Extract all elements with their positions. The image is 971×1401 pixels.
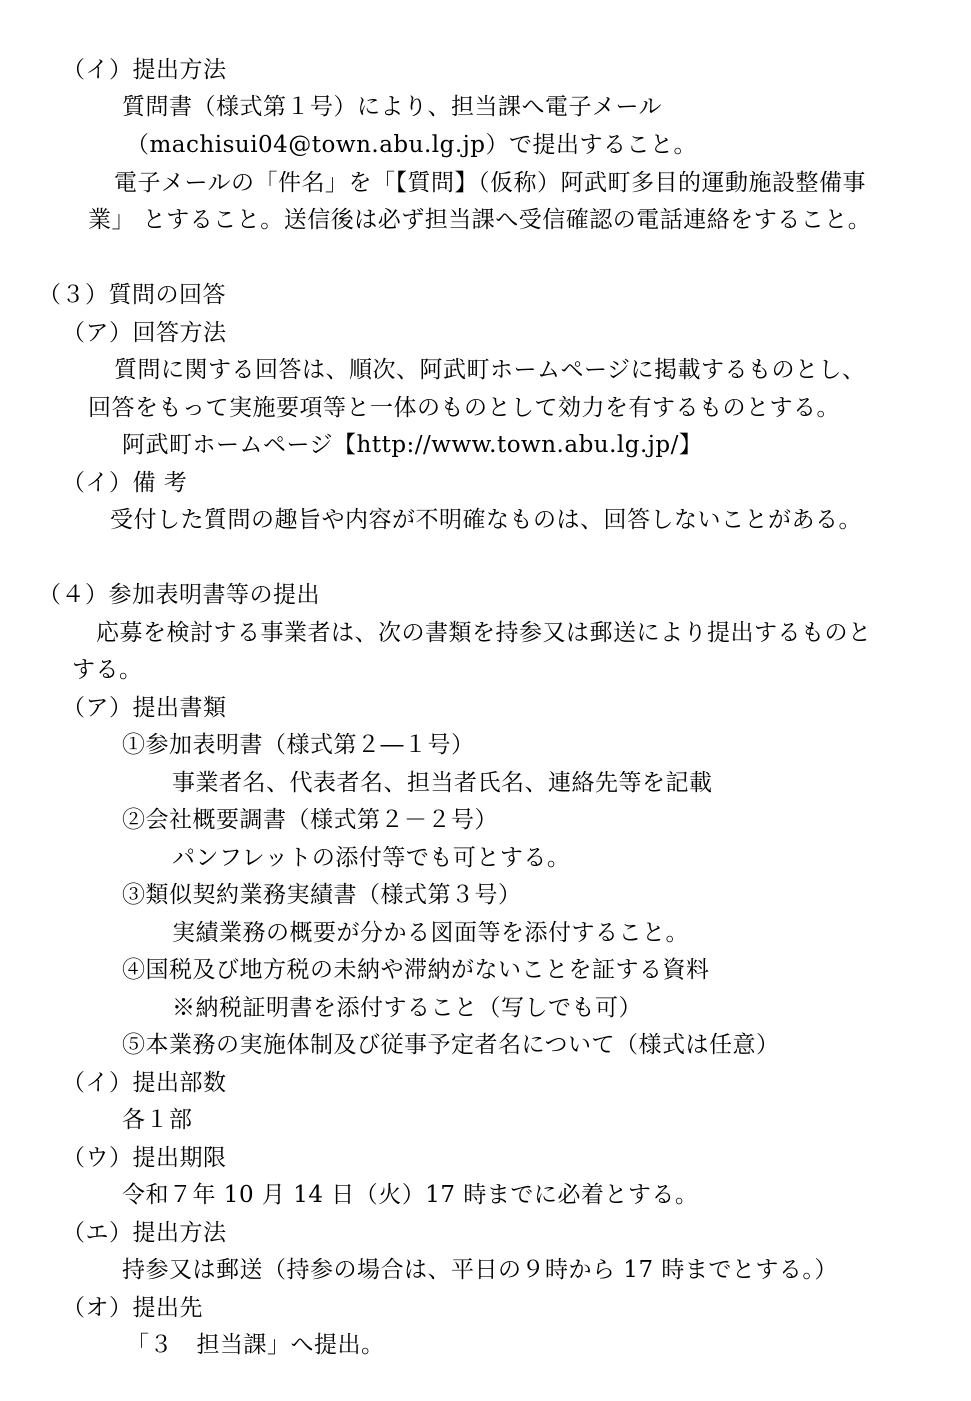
- paragraph-line: 各１部: [122, 1107, 193, 1133]
- subheading-destination: （オ）提出先: [62, 1295, 203, 1321]
- paragraph-line: 「３ 担当課」へ提出。: [126, 1332, 385, 1358]
- subheading-deadline: （ウ）提出期限: [62, 1145, 227, 1171]
- list-item-note: 事業者名、代表者名、担当者氏名、連絡先等を記載: [172, 770, 713, 796]
- subheading-submission-method: （イ）提出方法: [62, 57, 227, 83]
- subheading-answer-method: （ア）回答方法: [62, 320, 227, 346]
- paragraph-line: 質問に関する回答は、順次、阿武町ホームページに掲載するものとし、: [114, 357, 866, 383]
- paragraph-line: 業」 とすること。送信後は必ず担当課へ受信確認の電話連絡をすること。: [88, 207, 872, 233]
- list-item-note: 実績業務の概要が分かる図面等を添付すること。: [172, 920, 689, 946]
- paragraph-line: 応募を検討する事業者は、次の書類を持参又は郵送により提出するものと: [96, 620, 872, 646]
- list-item: ⑤本業務の実施体制及び従事予定者名について（様式は任意）: [122, 1032, 780, 1058]
- paragraph-line: 回答をもって実施要項等と一体のものとして効力を有するものとする。: [88, 395, 840, 421]
- deadline-line: 令和７年 10 月 14 日（火）17 時までに必着とする。: [122, 1182, 699, 1208]
- subheading-copies: （イ）提出部数: [62, 1070, 227, 1096]
- paragraph-line: 電子メールの「件名」を「【質問】（仮称）阿武町多目的運動施設整備事: [114, 170, 867, 196]
- paragraph-line: する。: [72, 657, 143, 683]
- paragraph-line: 持参又は郵送（持参の場合は、平日の９時から 17 時までとする。）: [122, 1257, 838, 1283]
- list-item: ④国税及び地方税の未納や滞納がないことを証する資料: [122, 957, 710, 983]
- subheading-remarks: （イ）備 考: [62, 470, 188, 496]
- paragraph-line: 受付した質問の趣旨や内容が不明確なものは、回答しないことがある。: [110, 507, 862, 533]
- list-item: ③類似契約業務実績書（様式第３号）: [122, 882, 522, 908]
- subheading-documents: （ア）提出書類: [62, 695, 227, 721]
- section-heading-3: （３）質問の回答: [38, 282, 226, 308]
- list-item-note: ※納税証明書を添付すること（写しでも可）: [172, 995, 642, 1021]
- list-item-note: パンフレットの添付等でも可とする。: [172, 845, 571, 871]
- email-address-line: （machisui04@town.abu.lg.jp）で提出すること。: [126, 132, 698, 158]
- homepage-url-line: 阿武町ホームページ【http://www.town.abu.lg.jp/】: [122, 432, 703, 458]
- section-heading-4: （４）参加表明書等の提出: [38, 582, 320, 608]
- list-item: ①参加表明書（様式第２―１号）: [122, 732, 475, 758]
- list-item: ②会社概要調書（様式第２－２号）: [122, 807, 498, 833]
- paragraph-line: 質問書（様式第１号）により、担当課へ電子メール: [122, 94, 663, 120]
- subheading-delivery-method: （エ）提出方法: [62, 1220, 227, 1246]
